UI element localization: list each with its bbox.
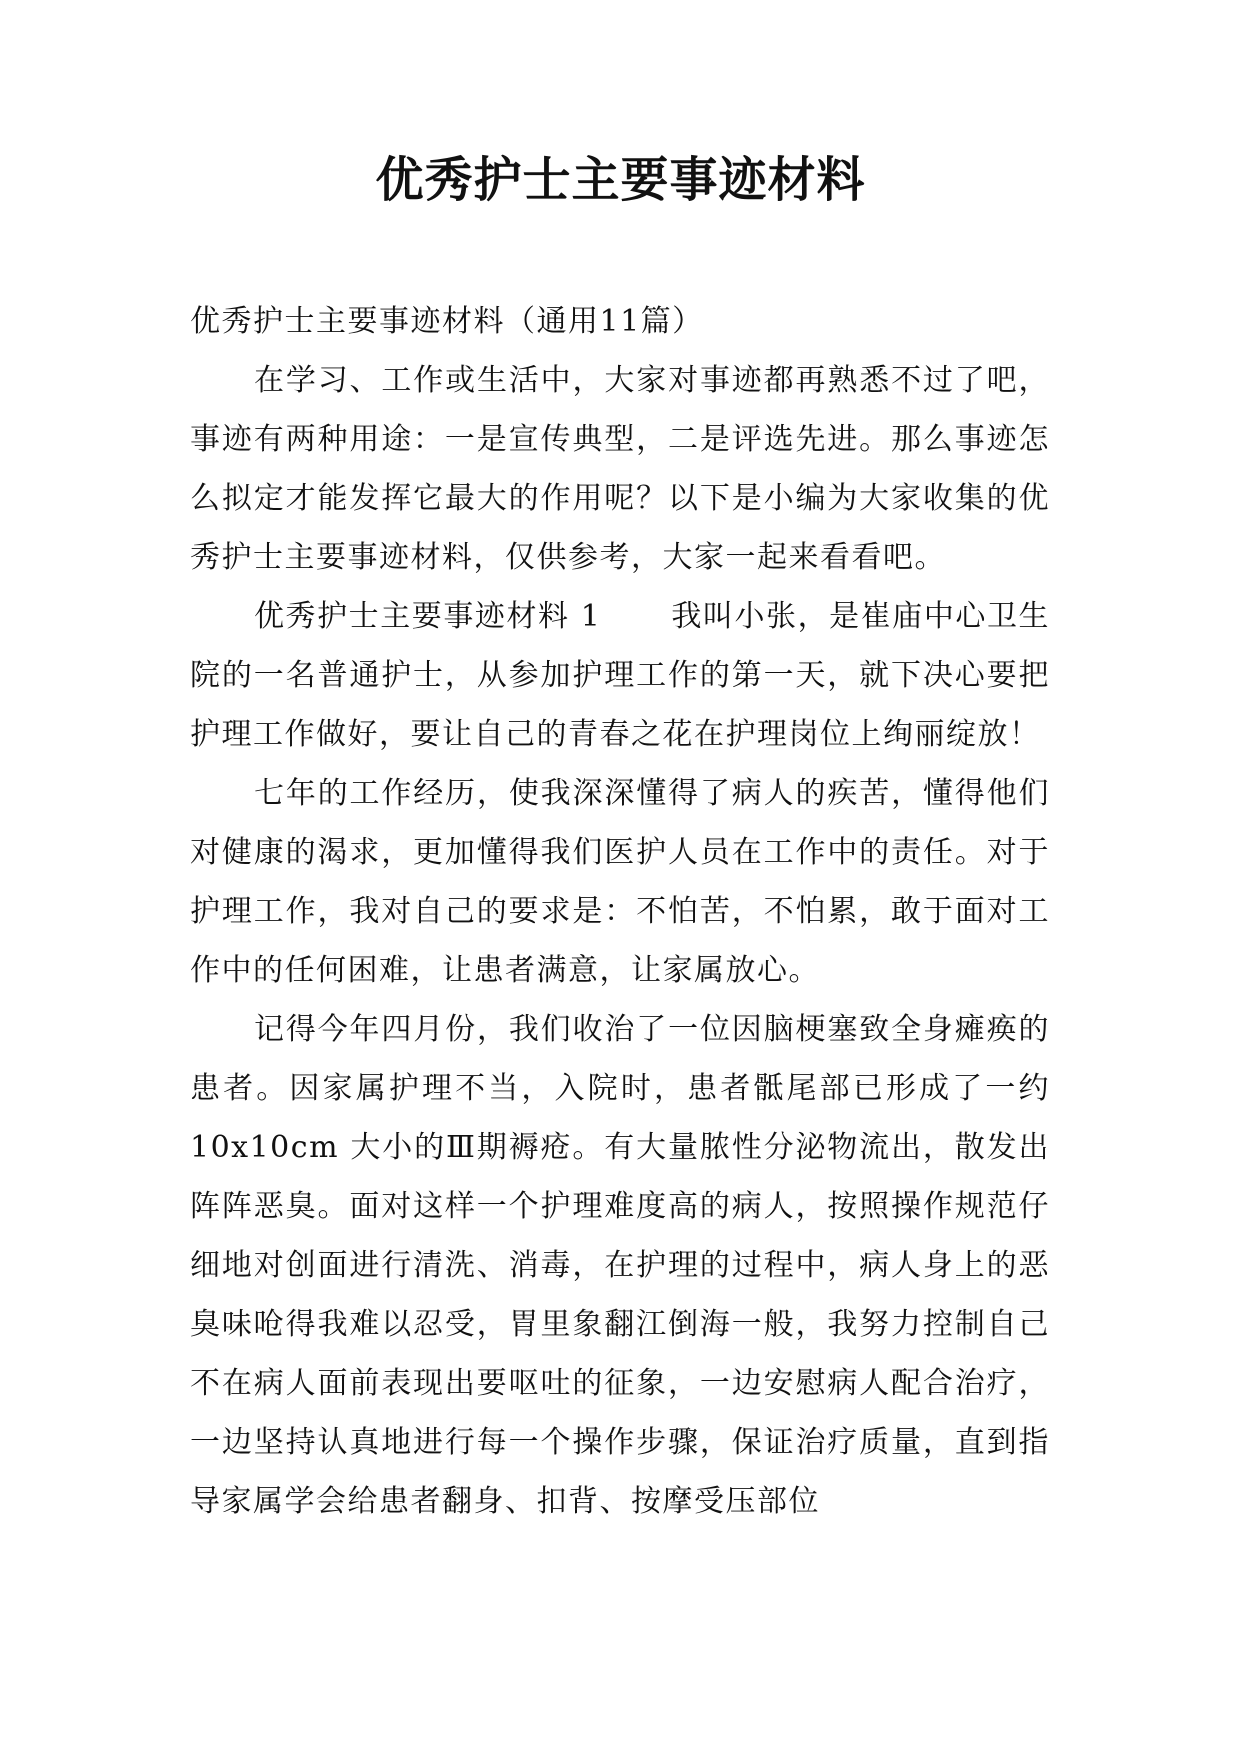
section-1-paragraph-3: 记得今年四月份，我们收治了一位因脑梗塞致全身瘫痪的患者。因家属护理不当，入院时，患者骶尾部已形成了一约10x10cm 大小的Ⅲ期褥疮。有大量脓性分泌物流出，散发出阵阵恶臭。面对这样一个护理难度高的病人，按照操作规范仔细地对创面进行清洗、消毒，在护理的过程中，病人身上的恶臭味呛得我难以忍受，胃里象翻江倒海一般，我努力控制自己不在病人面前表现出要呕吐的征象，一边安慰病人配合治疗，一边坚持认真地进行每一个操作步骤，保证治疗质量，直到指导家属学会给患者翻身、扣背、按摩受压部位 xyxy=(190,1012,1050,1519)
section-1-paragraph-2: 七年的工作经历，使我深深懂得了病人的疾苦，懂得他们对健康的渴求，更加懂得我们医护人员在工作中的责任。对于护理工作，我对自己的要求是：不怕苦，不怕累，敢于面对工作中的任何困难，让患者满意，让家属放心。 xyxy=(190,776,1050,988)
section-1-heading: 优秀护士主要事迹材料 1 xyxy=(254,599,602,634)
section-1-paragraph xyxy=(190,587,1050,764)
document-title: 优秀护士主要事迹材料 xyxy=(375,152,866,208)
section-1-text: 我叫小张，是崔庙中心卫生院的一名普通护士，从参加护理工作的第一天，就下决心要把护理工作做好，要让自己的青春之花在护理岗位上绚丽绽放！ xyxy=(190,599,1050,752)
document-body xyxy=(190,292,1050,1531)
intro-paragraph: 在学习、工作或生活中，大家对事迹都再熟悉不过了吧，事迹有两种用途：一是宣传典型，二是评选先进。那么事迹怎么拟定才能发挥它最大的作用呢？以下是小编为大家收集的优秀护士主要事迹材料，仅供参考，大家一起来看看吧。 xyxy=(190,363,1050,575)
document-subtitle: 优秀护士主要事迹材料（通用11篇） xyxy=(190,304,704,339)
